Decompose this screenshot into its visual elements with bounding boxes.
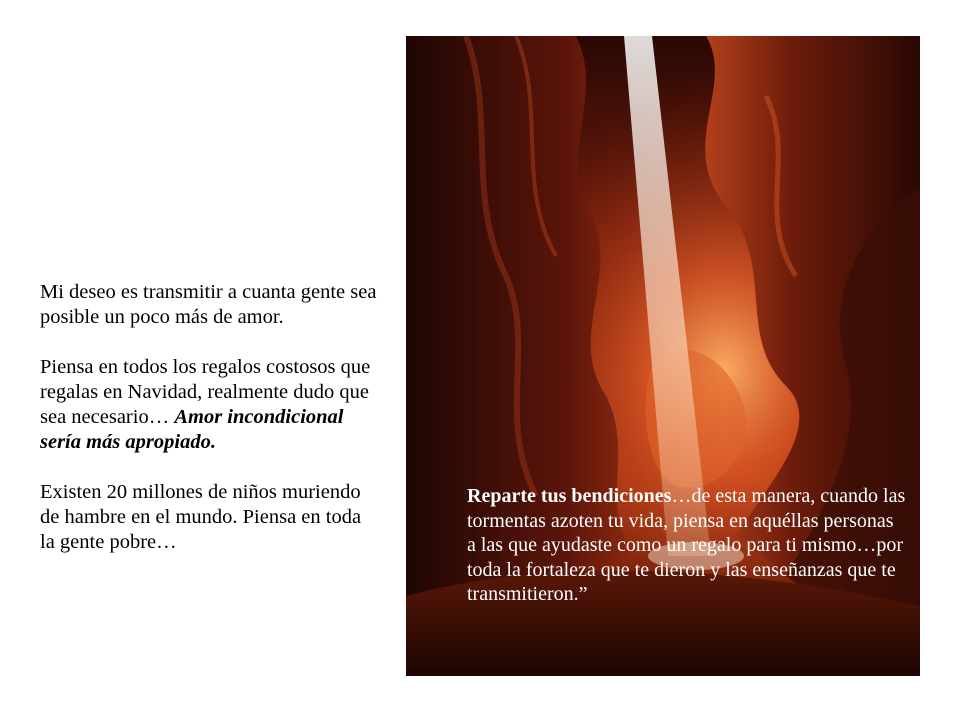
paragraph-wish: Mi deseo es transmitir a cuanta gente sea posible un poco más de amor. xyxy=(40,281,377,328)
quote-text: …de esta manera, cuando las tormentas azoten tu vida, piensa en aquéllas personas a las que ayudaste como un regalo para ti mismo…por toda la fortaleza que te dieron y las enseñanzas que te transmitieron.” xyxy=(467,485,906,605)
quote-bold: Reparte tus bendiciones xyxy=(467,485,672,507)
photo-quote xyxy=(467,484,907,607)
left-text-block xyxy=(40,280,380,555)
gifts-emphasis: Amor incondicional sería más apropiado. xyxy=(40,406,344,453)
paragraph-children: Existen 20 millones de niños muriendo de hambre en el mundo. Piensa en toda la gente pobre… xyxy=(40,481,362,553)
paragraph-gifts xyxy=(40,355,380,455)
gifts-text: Piensa en todos los regalos costosos que regalas en Navidad, realmente dudo que sea necesario… xyxy=(40,356,371,428)
